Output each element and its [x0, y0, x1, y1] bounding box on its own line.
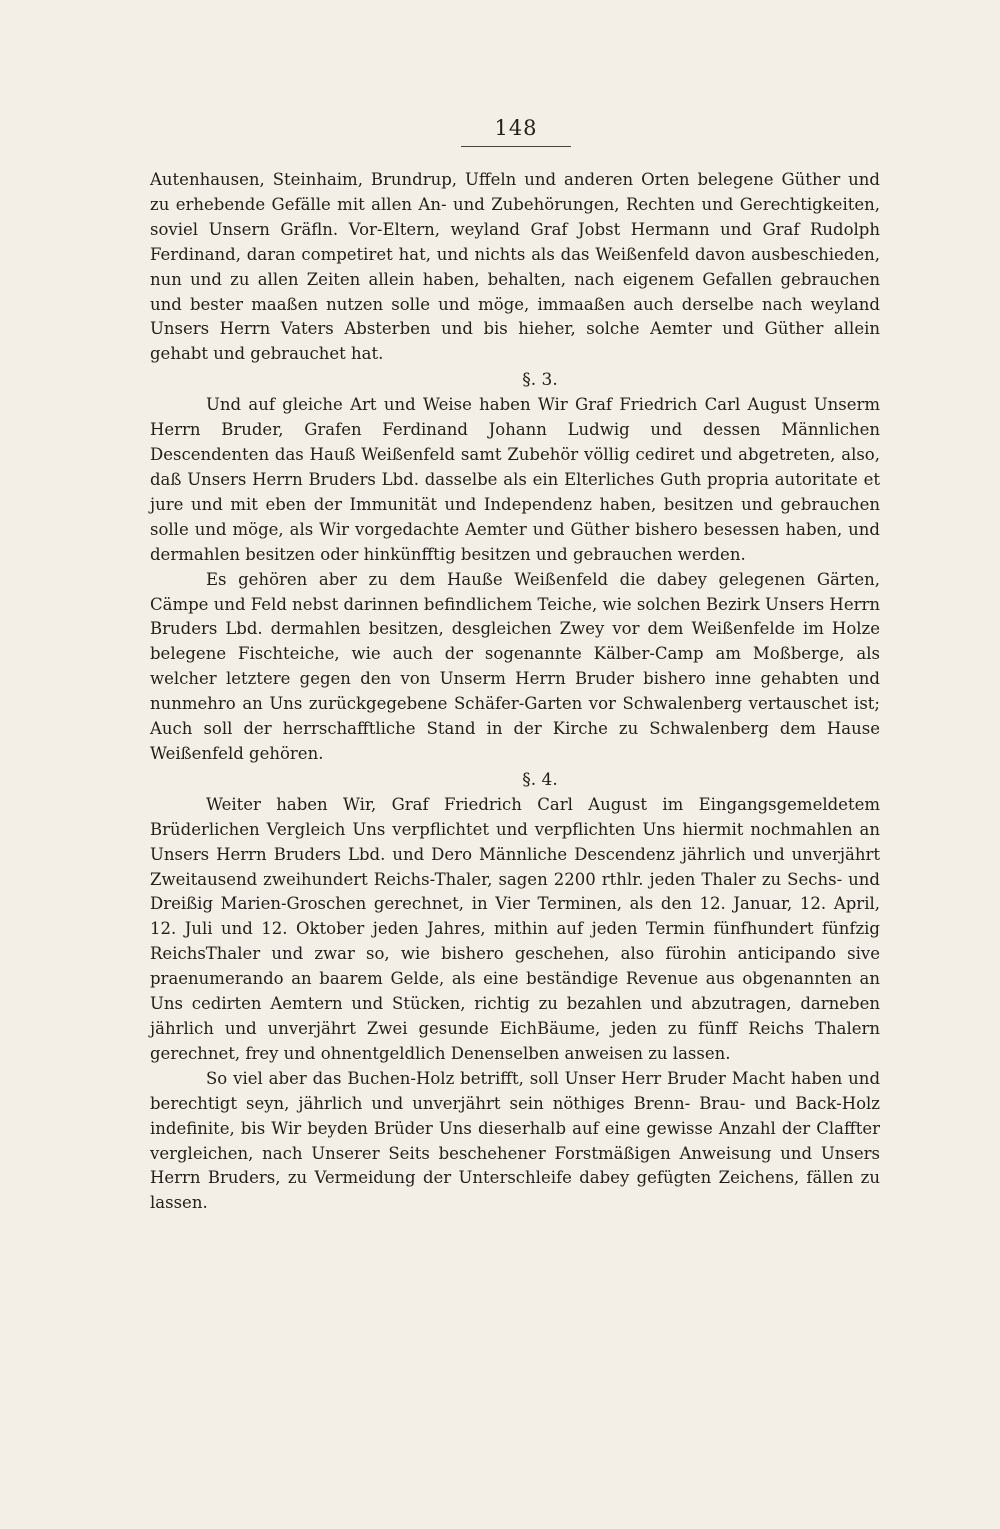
text-body [150, 168, 880, 1216]
paragraph-buchen-holz: So viel aber das Buchen-Holz betrifft, soll Unser Herr Bruder Macht haben und berechtigt seyn, jährlich und unverjährt sein nöthiges Brenn- Brau- und Back-Holz indefinite, bis Wir beyden Brüder Uns dieserhalb auf eine gewisse Anzahl der Claffter vergleichen, nach Unserer Seits beschehener Forstmäßigen Anweisung und Unsers Herrn Bruders, zu Vermeidung der Unterschleife dabey gefügten Zeichens, fällen zu lassen. [150, 1068, 880, 1213]
page-number: 148 [494, 116, 538, 140]
paragraph-continuation: Autenhausen, Steinhaim, Brundrup, Uffeln und anderen Orten belegene Güther und zu erhebende Gefälle mit allen An- und Zubehörungen, Rechten und Gerechtigkeiten, soviel Unsern Gräfln. Vor-Eltern, weyland Graf Jobst Hermann und Graf Rudolph Ferdinand, daran competiret hat, und nichts als das Weißenfeld davon ausbeschieden, nun und zu allen Zeiten allein haben, behalten, nach eigenem Gefallen gebrauchen und bester maaßen nutzen solle und möge, immaaßen auch derselbe nach weyland Unsers Herrn Vaters Absterben und bis hieher, solche Aemter und Güther allein gehabt und gebrauchet hat. [150, 170, 880, 364]
header-rule [461, 146, 571, 147]
paragraph-weissenfeld-grounds: Es gehören aber zu dem Hauße Weißenfeld die dabey gelegenen Gärten, Cämpe und Feld nebst darinnen befindlichem Teiche, wie solchen Bezirk Unsers Herrn Bruders Lbd. dermahlen besitzen, desgleichen Zwey vor dem Weißenfelde im Holze belegene Fischteiche, wie auch der sogenannte Kälber-Camp am Moßberge, als welcher letztere gegen den von Unserm Herrn Bruder bishero inne gehabten und nunmehro an Uns zurückgegebene Schäfer-Garten vor Schwalenberg vertauschet ist; Auch soll der herrschafftliche Stand in der Kirche zu Schwalenberg dem Hause Weißenfeld gehören. [150, 569, 880, 763]
paragraph-section-3: Und auf gleiche Art und Weise haben Wir Graf Friedrich Carl August Unserm Herrn Bruder, Grafen Ferdinand Johann Ludwig und dessen Männlichen Descendenten das Hauß Weißenfeld samt Zubehör völlig cediret und abgetreten, also, daß Unsers Herrn Bruders Lbd. dasselbe als ein Elterliches Guth propria autoritate et jure und mit eben der Immunität und Independenz haben, besitzen und gebrauchen solle und möge, als Wir vorgedachte Aemter und Güther bishero besessen haben, und dermahlen besitzen oder hinkünfftig besitzen und gebrauchen werden. [150, 395, 880, 564]
page-header [461, 114, 571, 147]
section-heading-3: §. 3. [522, 370, 558, 391]
paragraph-section-4: Weiter haben Wir, Graf Friedrich Carl August im Eingangsgemeldetem Brüderlichen Vergleich Uns verpflichtet und verpflichten Uns hiermit nochmahlen an Unsers Herrn Bruders Lbd. und Dero Männliche Descendenz jährlich und unverjährt Zweitausend zweihundert Reichs-Thaler, sagen 2200 rthlr. jeden Thaler zu Sechs- und Dreißig Marien-Groschen gerechnet, in Vier Terminen, als den 12. Januar, 12. April, 12. Juli und 12. Oktober jeden Jahres, mithin auf jeden Termin fünfhundert fünfzig ReichsThaler und zwar so, wie bishero geschehen, also fürohin anticipando sive praenumerando an baarem Gelde, als eine beständige Revenue aus obgenannten an Uns cedirten Aemtern und Stücken, richtig zu bezahlen und abzutragen, darneben jährlich und unverjährt Zwei gesunde EichBäume, jeden zu fünff Reichs Thalern gerechnet, frey und ohnentgeldlich Denenselben anweisen zu lassen. [150, 794, 880, 1063]
section-heading-4: §. 4. [522, 769, 558, 790]
